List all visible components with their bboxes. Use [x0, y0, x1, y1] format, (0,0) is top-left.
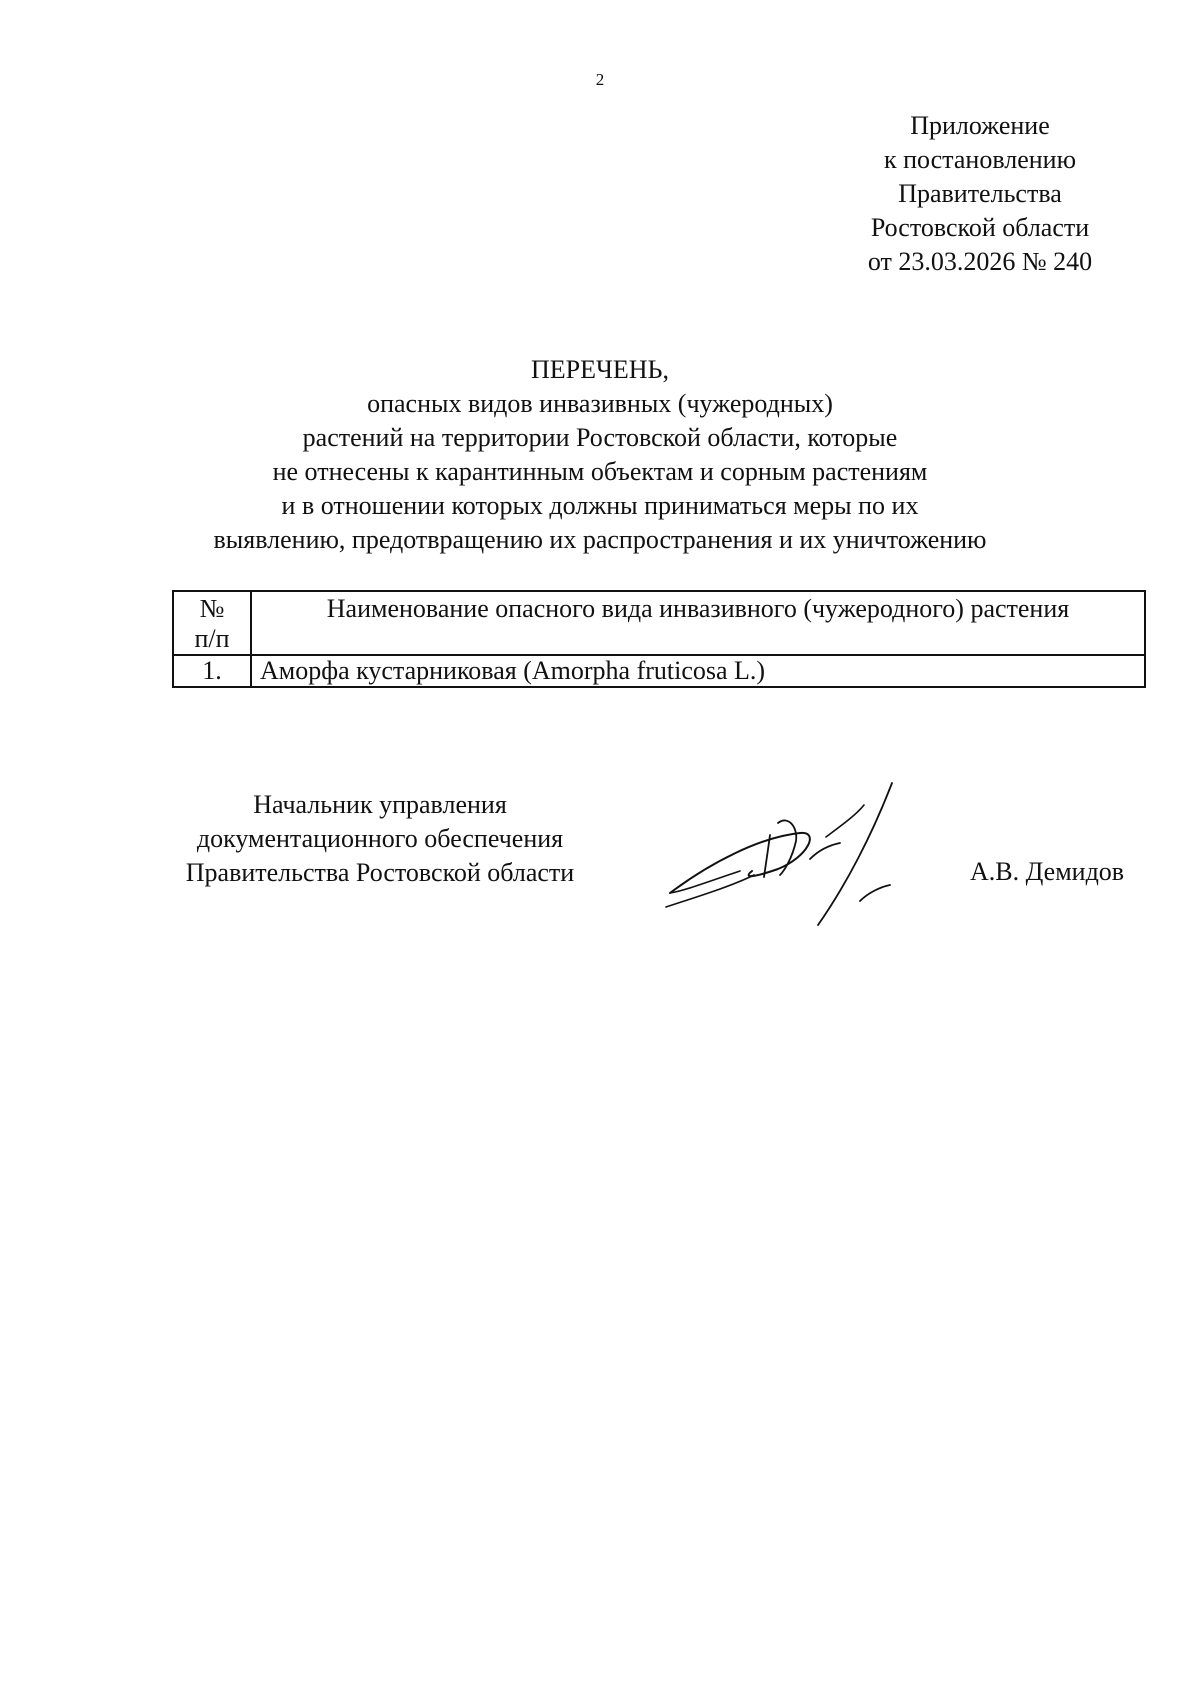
signer-position: [160, 788, 600, 890]
document-heading: [180, 353, 1020, 557]
heading-line: выявлению, предотвращению их распространения и их уничтожению: [213, 525, 987, 554]
handwritten-signature: [650, 775, 940, 935]
appendix-date-line: от 23.03.2026 № 240: [867, 247, 1093, 276]
heading-title: ПЕРЕЧЕНЬ,: [531, 355, 669, 384]
appendix-block: [830, 109, 1130, 279]
heading-line: и в отношении которых должны приниматься меры по их: [281, 491, 919, 520]
header-name-cell: Наименование опасного вида инвазивного (чужеродного) растения: [251, 591, 1145, 655]
page-number: 2: [595, 70, 605, 89]
header-number-sign: №: [199, 594, 225, 623]
appendix-line: Приложение: [910, 111, 1050, 140]
heading-line: растений на территории Ростовской области, которые: [302, 423, 898, 452]
signer-position-line: документационного обеспечения: [196, 824, 564, 853]
header-number-cell: [173, 591, 251, 655]
appendix-line: Ростовской области: [870, 213, 1090, 242]
signer-position-line: Правительства Ростовской области: [185, 858, 575, 887]
row-number-cell: 1.: [173, 655, 251, 687]
appendix-line: Правительства: [898, 179, 1062, 208]
heading-line: опасных видов инвазивных (чужеродных): [367, 389, 833, 418]
table-header-row: [173, 591, 1145, 655]
header-number-abbrev: п/п: [194, 624, 230, 653]
appendix-line: к постановлению: [883, 145, 1077, 174]
row-name-cell: Аморфа кустарниковая (Amorpha fruticosa L.): [251, 655, 1145, 687]
table-row: [173, 655, 1145, 687]
heading-line: не отнесены к карантинным объектам и сорным растениям: [272, 457, 928, 486]
signer-name: А.В. Демидов: [970, 857, 1125, 886]
signer-position-line: Начальник управления: [253, 790, 507, 819]
species-table: [172, 590, 1146, 688]
